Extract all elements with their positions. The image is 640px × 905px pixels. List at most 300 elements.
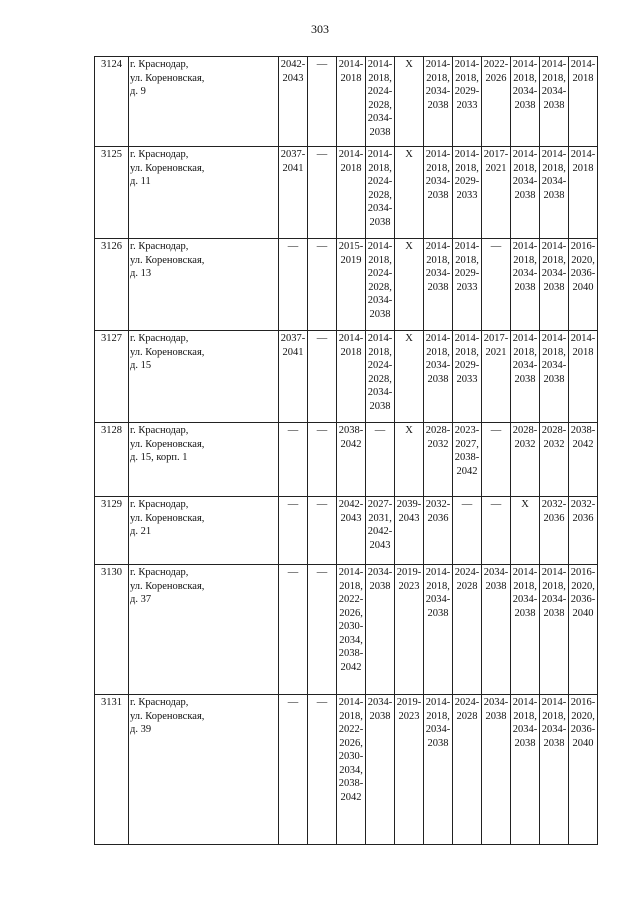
period-line: 2038 (427, 607, 449, 619)
period-line: 2038 (514, 99, 536, 111)
period-line: 2033 (456, 189, 478, 201)
period-cell-col-12 (540, 565, 569, 695)
period-cell-col-10 (482, 147, 511, 239)
period-cell-col-4 (308, 147, 337, 239)
period-cell-col-12 (540, 239, 569, 331)
period-cell-col-7 (395, 695, 424, 845)
period-cell-col-11 (511, 565, 540, 695)
period-cell-col-3 (279, 565, 308, 695)
table-row (95, 57, 598, 147)
period-cell-col-9 (453, 239, 482, 331)
period-line: 2018, (426, 580, 450, 592)
period-line: 2034- (425, 594, 451, 605)
housing-repair-schedule-table (94, 56, 598, 845)
period-cell-col-12 (540, 497, 569, 565)
period-line: 2018, (542, 254, 566, 266)
row-number: 3128 (95, 423, 129, 497)
period-line: — (287, 499, 299, 510)
period-line: 2014- (512, 333, 538, 344)
period-line: 2023- (454, 425, 480, 436)
period-line: 2024- (367, 360, 393, 371)
period-line: 2038 (427, 189, 449, 201)
period-line: 2014- (425, 697, 451, 708)
period-cell-col-3 (279, 239, 308, 331)
period-line: 2014- (367, 59, 393, 70)
period-line: 2023 (398, 580, 420, 592)
address-line: ул. Кореновская, (130, 710, 205, 722)
period-line: 2033 (456, 99, 478, 111)
period-line: 2032 (427, 438, 449, 450)
period-line: 2040 (572, 737, 594, 749)
period-line: 2019- (396, 567, 422, 578)
period-line: 2028, (368, 281, 392, 293)
period-line: 2026, (339, 607, 363, 619)
period-cell-col-6 (366, 147, 395, 239)
address-line: ул. Кореновская, (130, 254, 205, 266)
period-line: 2034- (512, 724, 538, 735)
period-line: 2014- (512, 241, 538, 252)
period-line: — (287, 697, 299, 708)
address-line: ул. Кореновская, (130, 72, 205, 84)
period-line: 2034- (512, 268, 538, 279)
period-line: 2014- (512, 697, 538, 708)
period-line: 2036 (543, 512, 565, 524)
row-number: 3126 (95, 239, 129, 331)
period-cell-col-4 (308, 497, 337, 565)
period-line: 2018, (455, 162, 479, 174)
period-line: 2034- (425, 360, 451, 371)
address-line: г. Краснодар, (130, 241, 189, 252)
period-line: 2014- (454, 241, 480, 252)
period-line: 2033 (456, 373, 478, 385)
period-line: 2028, (368, 373, 392, 385)
period-line: — (490, 425, 502, 436)
period-line: 2014- (570, 59, 596, 70)
period-line: 2036- (570, 268, 596, 279)
period-cell-col-10 (482, 695, 511, 845)
period-line: 2038 (514, 281, 536, 293)
period-line: 2019- (396, 697, 422, 708)
period-line: 2018, (455, 346, 479, 358)
period-line: 2038 (543, 737, 565, 749)
period-line: 2014- (338, 697, 364, 708)
period-line: 2034- (512, 360, 538, 371)
period-cell-col-9 (453, 57, 482, 147)
period-line: 2038 (543, 607, 565, 619)
period-cell-col-4 (308, 239, 337, 331)
period-cell-col-3 (279, 423, 308, 497)
period-cell-col-4 (308, 695, 337, 845)
period-line: 2016- (570, 241, 596, 252)
period-line: 2014- (367, 241, 393, 252)
period-cell-col-11 (511, 239, 540, 331)
period-line: 2022- (483, 59, 509, 70)
period-line: 2018, (542, 346, 566, 358)
address-line: д. 21 (130, 526, 152, 537)
period-line: 2028 (456, 580, 478, 592)
period-cell-col-10 (482, 497, 511, 565)
period-cell-col-6 (366, 695, 395, 845)
period-cell-col-6 (366, 423, 395, 497)
period-line: 2024- (454, 697, 480, 708)
period-line: 2014- (425, 333, 451, 344)
period-line: 2028- (541, 425, 567, 436)
period-line: 2014- (454, 333, 480, 344)
period-line: 2028, (368, 189, 392, 201)
period-cell-col-10 (482, 57, 511, 147)
period-line: 2038 (369, 308, 391, 320)
period-line: 2029- (454, 86, 480, 97)
period-line: — (287, 241, 299, 252)
period-line: 2014- (541, 241, 567, 252)
period-line: 2042 (340, 791, 362, 803)
period-line: 2018, (368, 346, 392, 358)
period-cell-col-6 (366, 565, 395, 695)
period-line: 2034, (339, 634, 363, 646)
period-line: 2038 (427, 281, 449, 293)
period-cell-col-10 (482, 331, 511, 423)
period-cell-col-7 (395, 497, 424, 565)
period-cell-col-9 (453, 565, 482, 695)
period-line: 2014- (454, 149, 480, 160)
period-cell-col-3 (279, 147, 308, 239)
period-line: 2018, (455, 254, 479, 266)
period-line: 2020, (571, 254, 595, 266)
period-line: 2041 (282, 346, 304, 358)
period-line: 2034- (512, 594, 538, 605)
period-line: 2034- (541, 360, 567, 371)
period-line: 2032- (425, 499, 451, 510)
period-line: 2018, (513, 580, 537, 592)
period-line: 2038- (338, 425, 364, 436)
period-line: 2038 (514, 737, 536, 749)
period-cell-col-5 (337, 423, 366, 497)
period-line: 2018, (426, 72, 450, 84)
period-line: — (374, 425, 386, 436)
period-line: 2018, (339, 710, 363, 722)
period-line: — (316, 241, 328, 252)
period-line: 2018, (426, 346, 450, 358)
period-cell-col-8 (424, 695, 453, 845)
period-line: 2014- (338, 59, 364, 70)
period-cell-col-7 (395, 565, 424, 695)
period-cell-col-9 (453, 497, 482, 565)
period-line: 2018, (339, 580, 363, 592)
address-line: д. 11 (130, 176, 151, 187)
period-cell-col-7 (395, 423, 424, 497)
page-number: 303 (311, 22, 329, 36)
table-body (95, 57, 598, 845)
period-line: 2042- (280, 59, 306, 70)
period-line: 2030- (338, 751, 364, 762)
period-line: — (287, 425, 299, 436)
period-line: 2026, (339, 737, 363, 749)
period-line: 2014- (425, 567, 451, 578)
period-cell-col-13 (569, 239, 598, 331)
period-line: 2034- (367, 567, 393, 578)
period-cell-col-7 (395, 147, 424, 239)
period-line: 2014- (367, 333, 393, 344)
period-line: 2034- (541, 176, 567, 187)
period-line: 2042- (367, 526, 393, 537)
period-line: 2038 (369, 216, 391, 228)
period-line: 2034, (339, 764, 363, 776)
period-line: 2014- (541, 59, 567, 70)
period-line: 2034- (541, 724, 567, 735)
address-cell (129, 565, 279, 695)
period-line: 2041 (282, 162, 304, 174)
period-line: 2018, (426, 710, 450, 722)
period-cell-col-8 (424, 331, 453, 423)
period-line: 2034- (367, 295, 393, 306)
period-line: 2018, (513, 254, 537, 266)
period-line: 2038 (427, 373, 449, 385)
period-line: 2020, (571, 710, 595, 722)
period-line: 2018, (542, 162, 566, 174)
table-row (95, 423, 598, 497)
period-line: 2014- (425, 241, 451, 252)
period-line: 2039- (396, 499, 422, 510)
row-number: 3129 (95, 497, 129, 565)
period-line: 2037- (280, 333, 306, 344)
table-row (95, 565, 598, 695)
address-cell (129, 57, 279, 147)
period-line: 2038 (514, 373, 536, 385)
period-cell-col-11 (511, 57, 540, 147)
address-line: д. 15, корп. 1 (130, 452, 188, 463)
period-line: 2018 (572, 72, 594, 84)
period-line: 2018, (368, 72, 392, 84)
period-line: 2018, (513, 346, 537, 358)
period-cell-col-8 (424, 423, 453, 497)
period-line: 2014- (512, 567, 538, 578)
period-line: 2028, (368, 99, 392, 111)
period-line: 2036- (570, 724, 596, 735)
period-line: 2018, (542, 72, 566, 84)
period-line: 2014- (570, 149, 596, 160)
period-line: — (316, 499, 328, 510)
period-cell-col-11 (511, 331, 540, 423)
address-line: г. Краснодар, (130, 59, 189, 70)
period-line: 2028- (512, 425, 538, 436)
period-line: 2033 (456, 281, 478, 293)
period-line: X (405, 333, 413, 344)
period-line: — (316, 697, 328, 708)
period-cell-col-7 (395, 239, 424, 331)
period-line: 2034- (367, 697, 393, 708)
period-cell-col-9 (453, 423, 482, 497)
period-line: 2036 (572, 512, 594, 524)
row-number: 3130 (95, 565, 129, 695)
period-cell-col-11 (511, 497, 540, 565)
period-cell-col-8 (424, 147, 453, 239)
period-cell-col-5 (337, 57, 366, 147)
period-line: 2034- (512, 86, 538, 97)
period-line: 2027, (455, 438, 479, 450)
period-cell-col-5 (337, 565, 366, 695)
address-line: д. 39 (130, 724, 152, 735)
period-line: 2042 (456, 465, 478, 477)
period-line: 2042 (340, 661, 362, 673)
period-line: 2024- (454, 567, 480, 578)
address-line: ул. Кореновская, (130, 346, 205, 358)
period-line: 2034- (541, 268, 567, 279)
period-line: 2042 (340, 438, 362, 450)
period-cell-col-8 (424, 239, 453, 331)
period-line: — (461, 499, 473, 510)
period-cell-col-5 (337, 147, 366, 239)
period-line: 2020, (571, 580, 595, 592)
period-cell-col-7 (395, 57, 424, 147)
period-line: 2040 (572, 607, 594, 619)
period-line: 2014- (338, 567, 364, 578)
period-cell-col-4 (308, 331, 337, 423)
period-cell-col-13 (569, 423, 598, 497)
period-line: 2038 (427, 99, 449, 111)
period-line: 2038 (369, 126, 391, 138)
period-cell-col-4 (308, 565, 337, 695)
period-cell-col-13 (569, 57, 598, 147)
period-line: 2036 (427, 512, 449, 524)
period-line: 2018 (340, 346, 362, 358)
table-row (95, 147, 598, 239)
period-line: 2038- (338, 778, 364, 789)
period-line: 2018, (368, 254, 392, 266)
period-line: 2028 (456, 710, 478, 722)
period-line: 2038- (338, 648, 364, 659)
address-line: г. Краснодар, (130, 425, 189, 436)
period-line: 2016- (570, 567, 596, 578)
period-line: 2021 (485, 346, 507, 358)
period-cell-col-4 (308, 57, 337, 147)
period-line: 2014- (512, 59, 538, 70)
row-number: 3124 (95, 57, 129, 147)
period-line: — (316, 149, 328, 160)
period-cell-col-6 (366, 57, 395, 147)
period-cell-col-9 (453, 695, 482, 845)
address-line: г. Краснодар, (130, 333, 189, 344)
period-line: — (316, 425, 328, 436)
period-cell-col-5 (337, 239, 366, 331)
period-line: 2038 (427, 737, 449, 749)
period-line: 2015- (338, 241, 364, 252)
period-cell-col-5 (337, 695, 366, 845)
period-line: 2034- (541, 594, 567, 605)
row-number: 3127 (95, 331, 129, 423)
period-line: 2034- (425, 724, 451, 735)
period-line: 2038 (485, 580, 507, 592)
period-line: 2018 (572, 162, 594, 174)
address-line: г. Краснодар, (130, 149, 189, 160)
period-cell-col-10 (482, 239, 511, 331)
period-cell-col-12 (540, 695, 569, 845)
period-line: 2038 (543, 281, 565, 293)
period-line: 2034- (483, 567, 509, 578)
period-line: 2034- (425, 176, 451, 187)
period-line: 2014- (367, 149, 393, 160)
period-cell-col-10 (482, 565, 511, 695)
period-line: X (521, 499, 529, 510)
period-cell-col-7 (395, 331, 424, 423)
period-line: 2029- (454, 176, 480, 187)
period-line: 2043 (282, 72, 304, 84)
table-row (95, 695, 598, 845)
period-line: 2042 (572, 438, 594, 450)
period-line: 2043 (398, 512, 420, 524)
address-line: г. Краснодар, (130, 697, 189, 708)
period-cell-col-8 (424, 565, 453, 695)
period-line: 2038- (570, 425, 596, 436)
period-line: 2031, (368, 512, 392, 524)
address-line: д. 15 (130, 360, 152, 371)
period-line: 2016- (570, 697, 596, 708)
period-line: X (405, 241, 413, 252)
period-line: 2026 (485, 72, 507, 84)
period-line: 2018, (542, 580, 566, 592)
address-line: д. 13 (130, 268, 152, 279)
period-line: 2042- (338, 499, 364, 510)
period-line: 2036- (570, 594, 596, 605)
period-cell-col-5 (337, 497, 366, 565)
period-line: 2029- (454, 360, 480, 371)
period-cell-col-13 (569, 565, 598, 695)
period-line: 2014- (454, 59, 480, 70)
table-row (95, 497, 598, 565)
period-cell-col-8 (424, 497, 453, 565)
period-line: 2019 (340, 254, 362, 266)
period-line: 2032 (543, 438, 565, 450)
period-line: 2022- (338, 594, 364, 605)
period-cell-col-6 (366, 331, 395, 423)
period-line: — (316, 59, 328, 70)
period-line: 2032- (541, 499, 567, 510)
period-cell-col-3 (279, 497, 308, 565)
period-line: 2014- (338, 149, 364, 160)
period-line: 2038 (514, 189, 536, 201)
period-line: 2014- (541, 567, 567, 578)
address-cell (129, 423, 279, 497)
period-cell-col-13 (569, 497, 598, 565)
period-line: 2034- (541, 86, 567, 97)
period-cell-col-13 (569, 695, 598, 845)
period-cell-col-3 (279, 695, 308, 845)
period-cell-col-10 (482, 423, 511, 497)
period-cell-col-11 (511, 147, 540, 239)
period-line: 2018 (572, 346, 594, 358)
period-line: 2030- (338, 621, 364, 632)
period-line: 2014- (425, 59, 451, 70)
period-line: 2023 (398, 710, 420, 722)
period-line: 2014- (425, 149, 451, 160)
period-line: 2018, (513, 72, 537, 84)
period-cell-col-12 (540, 147, 569, 239)
period-line: 2034- (425, 268, 451, 279)
period-line: 2038 (369, 580, 391, 592)
period-line: 2018, (455, 72, 479, 84)
period-line: 2032 (514, 438, 536, 450)
period-line: 2014- (512, 149, 538, 160)
period-line: 2014- (541, 697, 567, 708)
period-line: 2040 (572, 281, 594, 293)
period-cell-col-11 (511, 423, 540, 497)
period-line: 2038 (514, 607, 536, 619)
period-cell-col-9 (453, 147, 482, 239)
period-line: 2018, (426, 254, 450, 266)
period-line: 2017- (483, 333, 509, 344)
period-line: 2024- (367, 268, 393, 279)
period-line: 2034- (367, 113, 393, 124)
period-line: 2037- (280, 149, 306, 160)
